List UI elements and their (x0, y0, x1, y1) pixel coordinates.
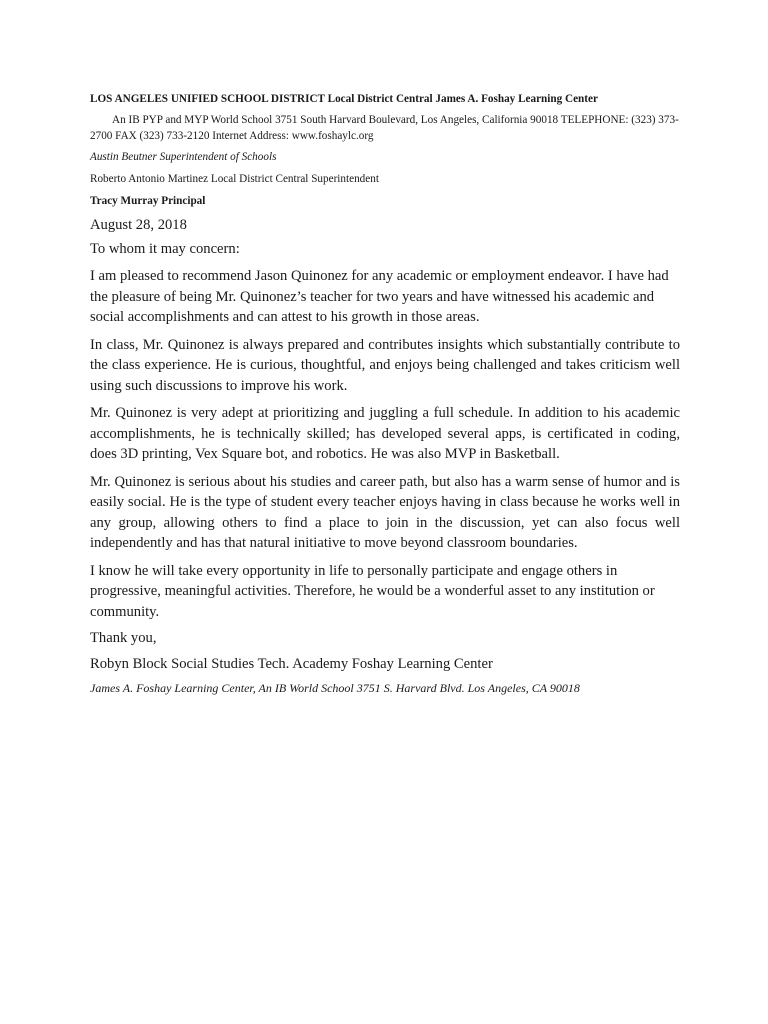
paragraph-class: In class, Mr. Quinonez is always prepared and contributes insights which substantially contribute to the class experience. He is curious, thoughtful, and enjoys being challenged and takes criticism well using such discussions to improve his work. (90, 336, 680, 394)
paragraph-intro: I am pleased to recommend Jason Quinonez for any academic or employment endeavor. I have had the pleasure of being Mr. Quinonez’s teacher for two years and have witnessed his academic and social accomplishments and can attest to his growth in those areas. (90, 268, 669, 325)
paragraph-skills: Mr. Quinonez is very adept at prioritizing and juggling a full schedule. In addition to his academic accomplishments, he is technically skilled; has developed several apps, is certificated in coding, does 3D printing, Vex Square bot, and robotics. He was also MVP in Basketball. (90, 405, 680, 462)
letter-date: August 28, 2018 (90, 217, 187, 233)
principal-line: Tracy Murray Principal (90, 195, 206, 207)
footer-address: James A. Foshay Learning Center, An IB World School 3751 S. Harvard Blvd. Los Angeles, CA 90018 (90, 681, 580, 695)
paragraph-character: Mr. Quinonez is serious about his studies and career path, but also has a warm sense of humor and is easily social. He is the type of student every teacher enjoys having in class because he works well in any group, allowing others to find a place to join in the discussion, yet can also focus well independently and has that natural initiative to move beyond classroom boundaries. (90, 473, 680, 551)
school-address: An IB PYP and MYP World School 3751 South Harvard Boulevard, Los Angeles, California 90018 TELEPHONE: (323) 373-2700 FAX (323) 733-2120 Internet Address: www.foshaylc.org (90, 114, 679, 142)
superintendent-line: Austin Beutner Superintendent of Schools (90, 151, 277, 163)
paragraph-conclusion: I know he will take every opportunity in life to personally participate and engage others in progressive, meaningful activities. Therefore, he would be a wonderful asset to any institution or community. (90, 562, 655, 620)
letter-page (90, 92, 680, 696)
letterhead-title: LOS ANGELES UNIFIED SCHOOL DISTRICT Local District Central James A. Foshay Learning Center (90, 93, 598, 105)
district-superintendent-line: Roberto Antonio Martinez Local District Central Superintendent (90, 173, 379, 185)
signature: Robyn Block Social Studies Tech. Academy Foshay Learning Center (90, 656, 493, 672)
closing: Thank you, (90, 630, 157, 646)
salutation: To whom it may concern: (90, 241, 240, 257)
